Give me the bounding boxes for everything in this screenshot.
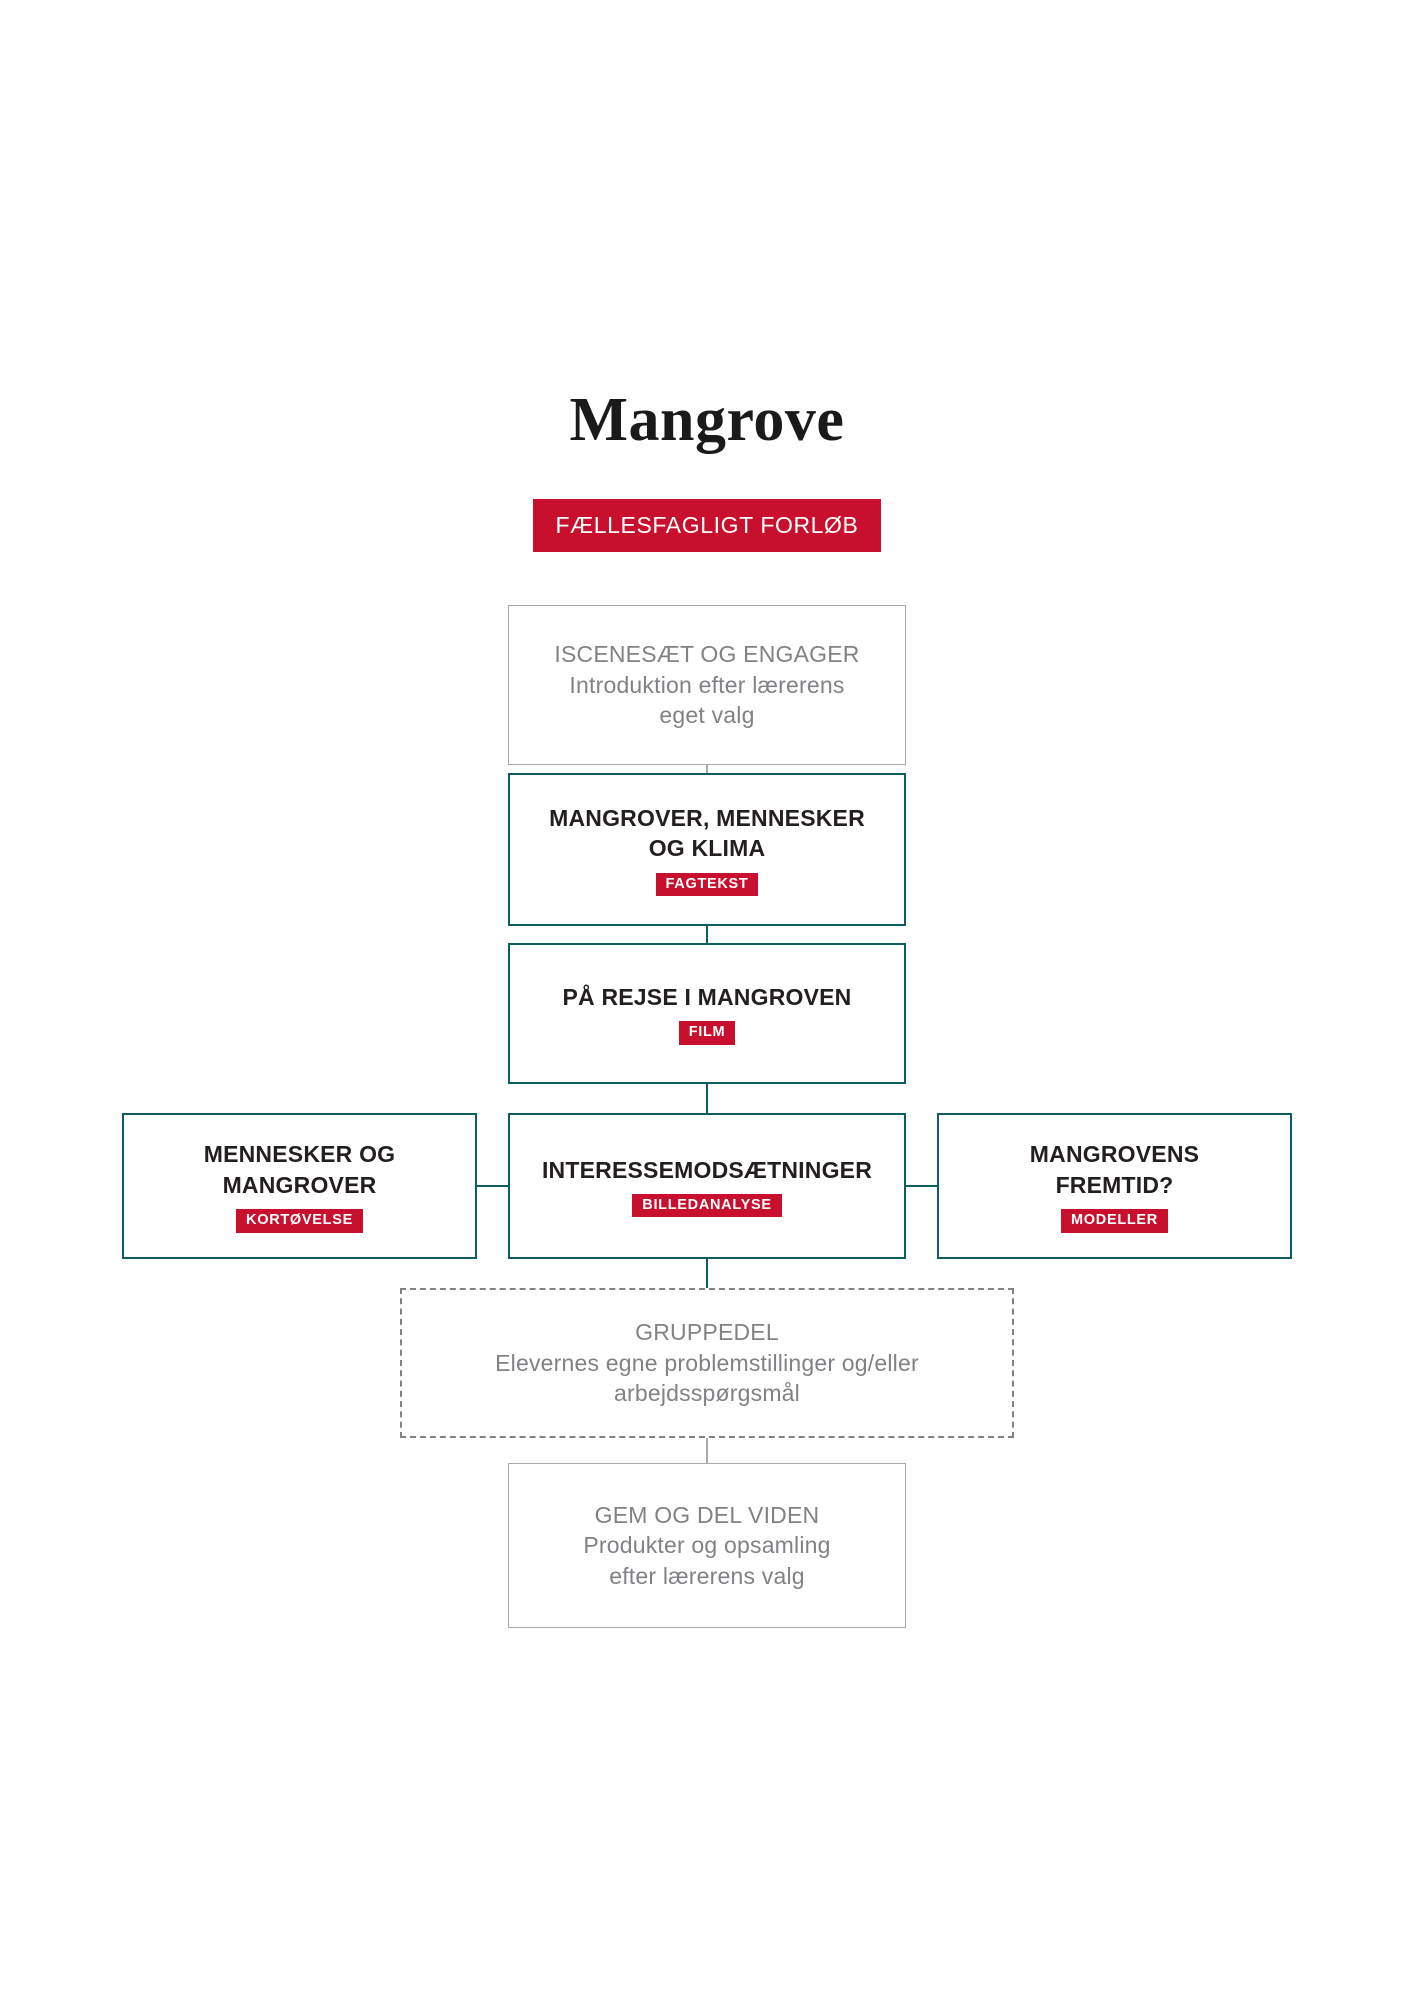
node-title: INTERESSEMODSÆTNINGER bbox=[541, 1156, 873, 1183]
course-type-banner: FÆLLESFAGLIGT FORLØB bbox=[533, 499, 881, 552]
node-subtitle-line-1: Introduktion efter lærerens bbox=[569, 671, 845, 698]
node-iscenesaet-og-engager[interactable] bbox=[508, 605, 906, 765]
node-title: GRUPPEDEL bbox=[635, 1319, 779, 1346]
node-gem-og-del-viden[interactable] bbox=[508, 1463, 906, 1628]
connector-fagtekst-film bbox=[706, 926, 708, 943]
connector-kortovelse-billedanalyse bbox=[477, 1185, 508, 1187]
node-gruppedel[interactable] bbox=[400, 1288, 1014, 1438]
tag-film: FILM bbox=[679, 1021, 736, 1045]
connector-billedanalyse-gruppedel bbox=[706, 1259, 708, 1288]
node-interessemodsaetninger[interactable] bbox=[508, 1113, 906, 1259]
node-subtitle-line-1: Elevernes egne problemstillinger og/eller bbox=[495, 1349, 919, 1376]
node-title: PÅ REJSE I MANGROVEN bbox=[562, 984, 852, 1011]
node-subtitle-line-2: arbejdsspørgsmål bbox=[614, 1380, 800, 1407]
connector-intro-fagtekst bbox=[706, 765, 708, 773]
node-title-line-2: OG KLIMA bbox=[648, 835, 766, 862]
node-title-line-1: MANGROVENS bbox=[1029, 1141, 1200, 1168]
tag-kortovelse: KORTØVELSE bbox=[236, 1209, 363, 1233]
node-title-line-1: MENNESKER OG bbox=[203, 1141, 396, 1168]
node-mennesker-og-mangrover[interactable] bbox=[122, 1113, 477, 1259]
node-paa-rejse-i-mangroven[interactable] bbox=[508, 943, 906, 1084]
connector-billedanalyse-modeller bbox=[906, 1185, 937, 1187]
node-title: GEM OG DEL VIDEN bbox=[594, 1501, 820, 1528]
tag-billedanalyse: BILLEDANALYSE bbox=[632, 1194, 781, 1218]
node-title-line-2: MANGROVER bbox=[222, 1171, 377, 1198]
node-subtitle-line-2: eget valg bbox=[659, 702, 755, 729]
node-subtitle-line-1: Produkter og opsamling bbox=[583, 1532, 831, 1559]
node-title: ISCENESÆT OG ENGAGER bbox=[554, 641, 860, 668]
tag-fagtekst: FAGTEKST bbox=[656, 873, 759, 897]
node-title-line-1: MANGROVER, MENNESKER bbox=[549, 804, 865, 831]
node-subtitle-line-2: efter lærerens valg bbox=[609, 1562, 805, 1589]
tag-modeller: MODELLER bbox=[1061, 1209, 1168, 1233]
page-title: Mangrove bbox=[569, 386, 845, 454]
node-mangrovens-fremtid[interactable] bbox=[937, 1113, 1292, 1259]
node-mangrover-mennesker-og-klima[interactable] bbox=[508, 773, 906, 926]
connector-film-billedanalyse bbox=[706, 1084, 708, 1113]
connector-gruppedel-gem bbox=[706, 1438, 708, 1463]
node-title-line-2: FREMTID? bbox=[1055, 1171, 1174, 1198]
